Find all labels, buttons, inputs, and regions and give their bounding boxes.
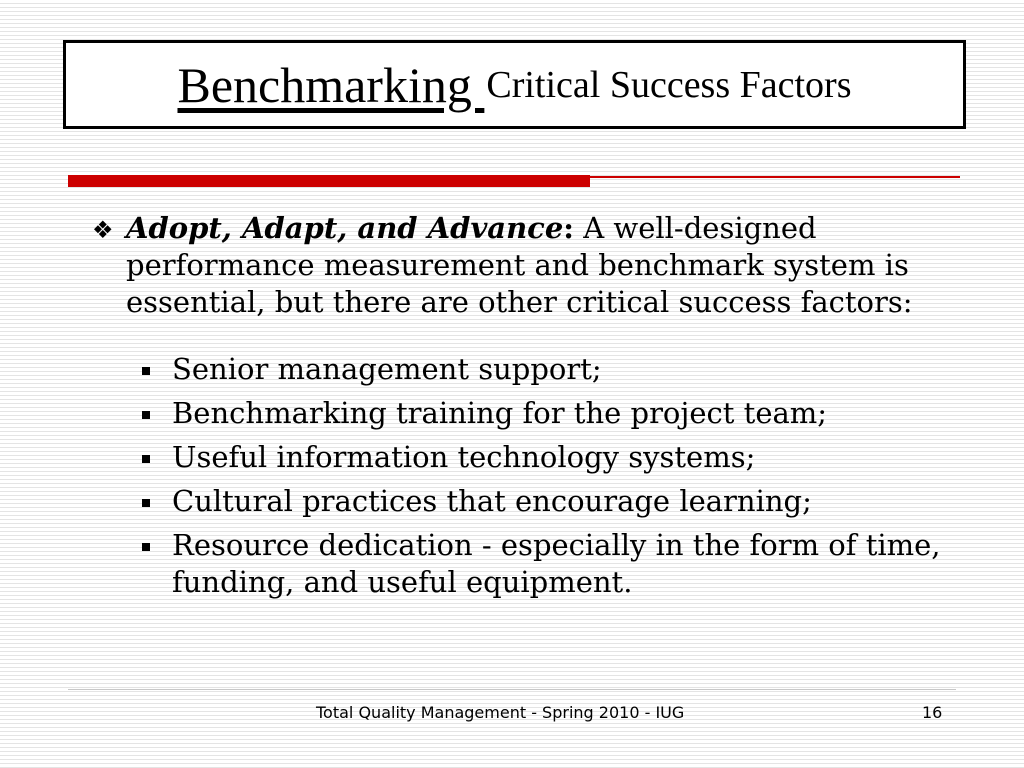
square-icon	[142, 455, 150, 463]
square-icon	[142, 543, 150, 551]
list-item	[138, 439, 978, 476]
title-box	[63, 40, 966, 129]
list-item-text: Resource dedication - especially in the form of time, funding, and useful equipment.	[172, 528, 941, 599]
square-icon	[142, 499, 150, 507]
main-bullet	[90, 210, 970, 321]
accent-rule-thick	[68, 175, 590, 187]
bullet-colon: :	[563, 211, 574, 245]
square-icon	[142, 411, 150, 419]
bullet-lead: Adopt, Adapt, and Advance	[126, 211, 564, 245]
page-number: 16	[922, 703, 943, 722]
sub-bullet-list	[138, 351, 978, 608]
slide-subtitle: Critical Success Factors	[486, 63, 852, 106]
list-item-text: Senior management support;	[172, 352, 602, 386]
footer-text: Total Quality Management - Spring 2010 - IUG	[316, 703, 685, 722]
main-bullet-paragraph	[126, 210, 970, 321]
list-item	[138, 483, 978, 520]
list-item-text: Cultural practices that encourage learning;	[172, 484, 812, 518]
list-item-text: Useful information technology systems;	[172, 440, 756, 474]
list-item	[138, 351, 978, 388]
square-icon	[142, 367, 150, 375]
accent-rule-thin	[590, 176, 960, 178]
bullet-text: A well-designed performance measurement and benchmark system is essential, but there are other critical success factors:	[126, 211, 913, 319]
slide-title: Benchmarking	[177, 56, 485, 113]
list-item	[138, 527, 978, 601]
list-item-text: Benchmarking training for the project team;	[172, 396, 828, 430]
list-item	[138, 395, 978, 432]
four-diamond-icon: ❖	[92, 216, 114, 244]
footer-divider	[68, 689, 956, 690]
